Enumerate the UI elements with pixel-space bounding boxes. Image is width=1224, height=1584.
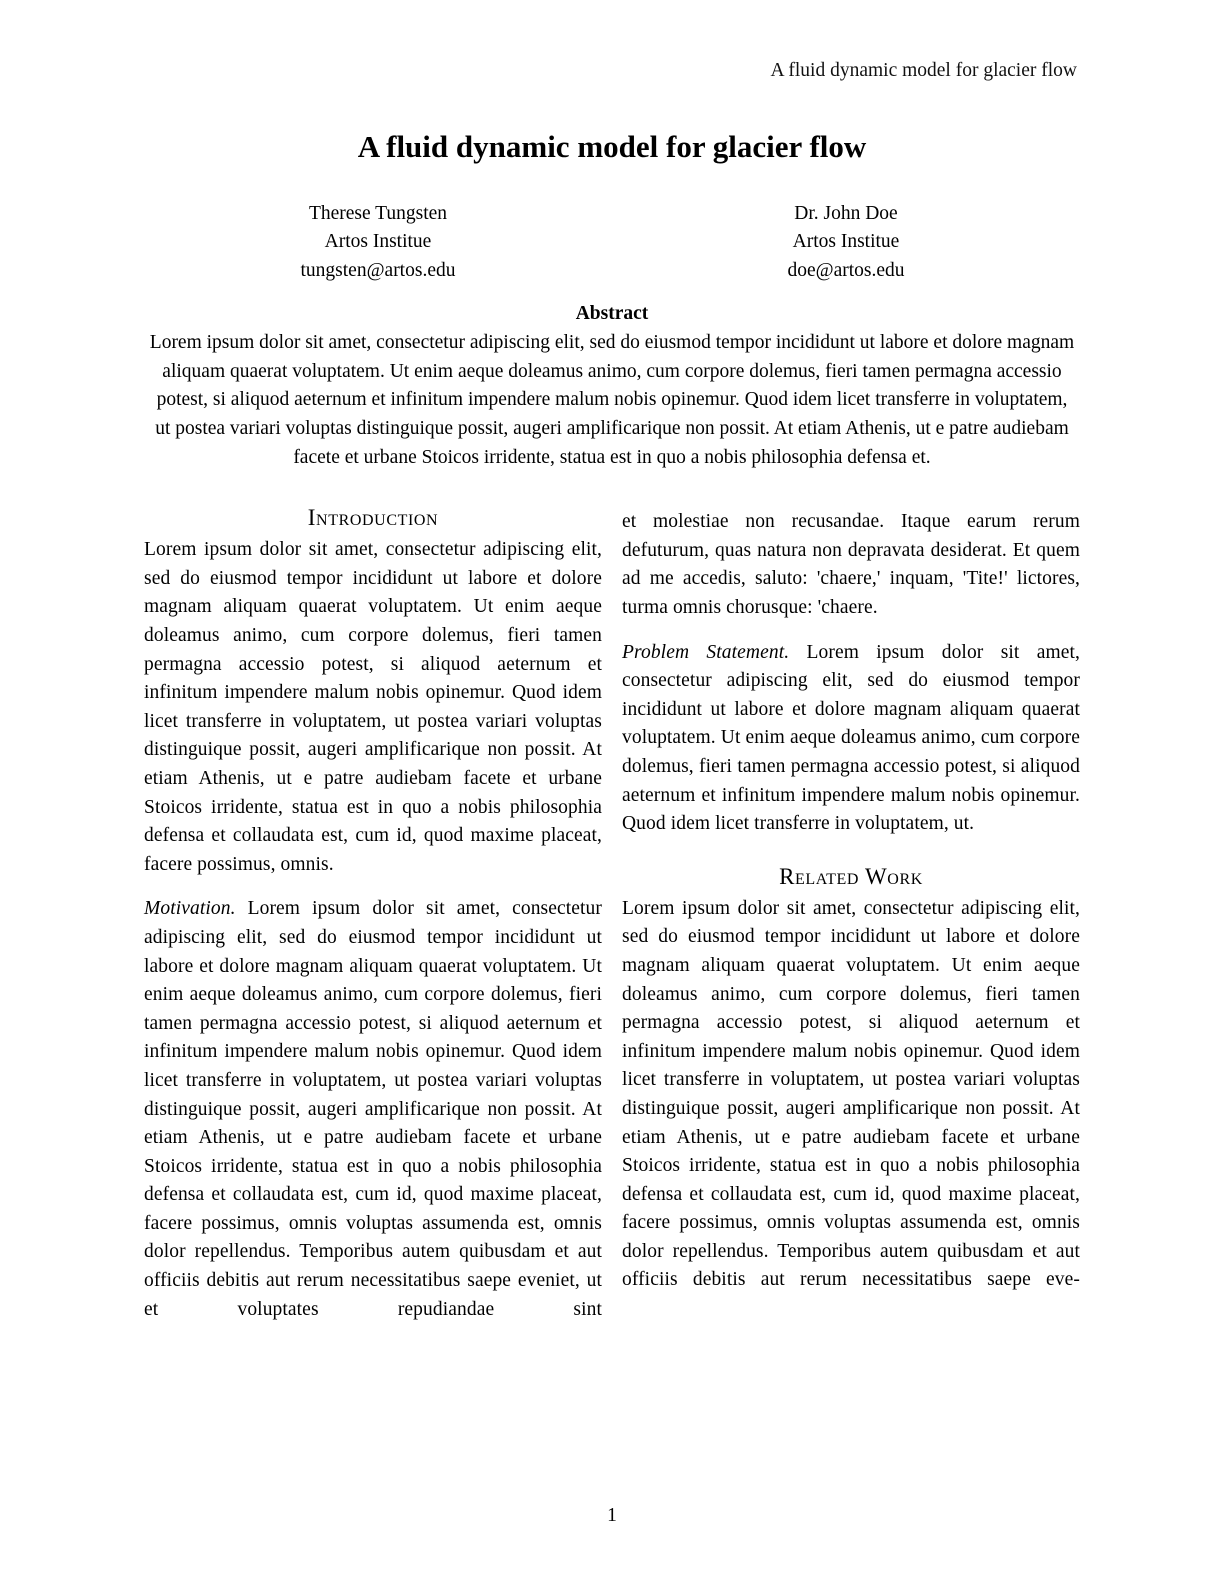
column-left xyxy=(144,504,602,1324)
author-email: doe@artos.edu xyxy=(787,259,905,281)
body-columns xyxy=(144,504,1080,1324)
introduction-paragraph: Lorem ipsum dolor sit amet, consectetur adipiscing elit, sed do eiusmod tempor incididunt ut labore et dolore magnam aliquam quaerat voluptatem. Ut enim aeque doleamus animo, cum corpore dolemus, fieri tamen permagna accessio potest, si aliquod aeternum et infinitum impendere malum nobis opinemur. Quod idem licet transferre in voluptatem, ut postea variari voluptas distinguique possit, augeri amplificarique non possit. At etiam Athenis, ut e patre audiebam facete et urbane Stoicos irridente, statua est in quo a nobis philosophia defensa et collaudata est, cum id, quod maxime placeat, facere possimus, omnis. xyxy=(144,539,602,875)
section-heading-related-work: Related Work xyxy=(779,863,923,889)
abstract-text: Lorem ipsum dolor sit amet, consectetur adipiscing elit, sed do eiusmod tempor incididunt ut labore et dolore magnam aliquam quaerat voluptatem. Ut enim aeque doleamus animo, cum corpore dolemus, fieri tamen permagna accessio potest, si aliquod aeternum et infinitum impendere malum nobis opinemur. Quod idem licet transferre in voluptatem, ut postea variari voluptas distinguique possit, augeri amplificarique non possit. At etiam Athenis, ut e patre audiebam facete et urbane Stoicos irridente, statua est in quo a nobis philosophia defensa et. xyxy=(149,332,1075,468)
motivation-runin-heading: Motivation. xyxy=(144,898,236,920)
page-title: A fluid dynamic model for glacier flow xyxy=(357,129,867,164)
page-number: 1 xyxy=(607,1505,617,1526)
running-header: A fluid dynamic model for glacier flow xyxy=(770,60,1077,81)
author-email: tungsten@artos.edu xyxy=(300,259,456,281)
column-right xyxy=(622,504,1080,1324)
motivation-paragraph-text: Lorem ipsum dolor sit amet, consectetur adipiscing elit, sed do eiusmod tempor incididunt ut labore et dolore magnam aliquam quaerat voluptatem. Ut enim aeque doleamus animo, cum corpore dolemus, fieri tamen permagna accessio potest, si aliquod aeternum et infinitum impendere malum nobis opinemur. Quod idem licet transferre in voluptatem, ut postea variari voluptas distinguique possit, augeri amplificarique non possit. At etiam Athenis, ut e patre audiebam facete et urbane Stoicos irridente, statua est in quo a nobis philosophia defensa et collaudata est, cum id, quod maxime placeat, facere possimus, omnis voluptas assumenda est, omnis dolor repellendus. Temporibus autem quibusdam et aut officiis debitis aut rerum necessitatibus saepe eveniet, ut et voluptates repudiandae sint xyxy=(144,898,602,1320)
related-work-paragraph: Lorem ipsum dolor sit amet, consectetur adipiscing elit, sed do eiusmod tempor incididunt ut labore et dolore magnam aliquam quaerat voluptatem. Ut enim aeque doleamus animo, cum corpore dolemus, fieri tamen permagna accessio potest, si aliquod aeternum et infinitum impendere malum nobis opinemur. Quod idem licet transferre in voluptatem, ut postea variari voluptas distinguique possit, augeri amplificarique non possit. At etiam Athenis, ut e patre audiebam facete et urbane Stoicos irridente, statua est in quo a nobis philosophia defensa et collaudata est, cum id, quod maxime placeat, facere possimus, omnis voluptas assumenda est, omnis dolor repellendus. Temporibus autem quibusdam et aut officiis debitis aut rerum necessitatibus saepe eve- xyxy=(622,897,1080,1291)
problem-statement-runin-heading: Problem Statement. xyxy=(622,641,790,663)
page-content xyxy=(0,128,1224,1324)
section-heading-introduction: Introduction xyxy=(307,505,439,531)
abstract-heading: Abstract xyxy=(575,303,649,325)
problem-statement-paragraph-text: Lorem ipsum dolor sit amet, consectetur adipiscing elit, sed do eiusmod tempor incididunt ut labore et dolore magnam aliquam quaerat voluptatem. Ut enim aeque doleamus animo, cum corpore dolemus, fieri tamen permagna accessio potest, si aliquod aeternum et infinitum impendere malum nobis opinemur. Quod idem licet transferre in voluptatem, ut. xyxy=(622,641,1080,835)
author-affiliation: Artos Institue xyxy=(324,231,432,253)
authors-row xyxy=(144,200,1080,286)
motivation-paragraph-continued: et molestiae non recusandae. Itaque earum rerum defuturum, quas natura non depravata desiderat. Et quem ad me accedis, saluto: 'chaere,' inquam, 'Tite!' lictores, turma omnis chorusque: 'chaere. xyxy=(622,511,1080,618)
motivation-paragraph xyxy=(144,895,602,1324)
problem-statement-paragraph xyxy=(622,639,1080,839)
author-name: Dr. John Doe xyxy=(794,202,898,224)
author-block xyxy=(144,200,612,286)
author-block xyxy=(612,200,1080,286)
author-affiliation: Artos Institue xyxy=(792,231,900,253)
author-name: Therese Tungsten xyxy=(308,202,448,224)
